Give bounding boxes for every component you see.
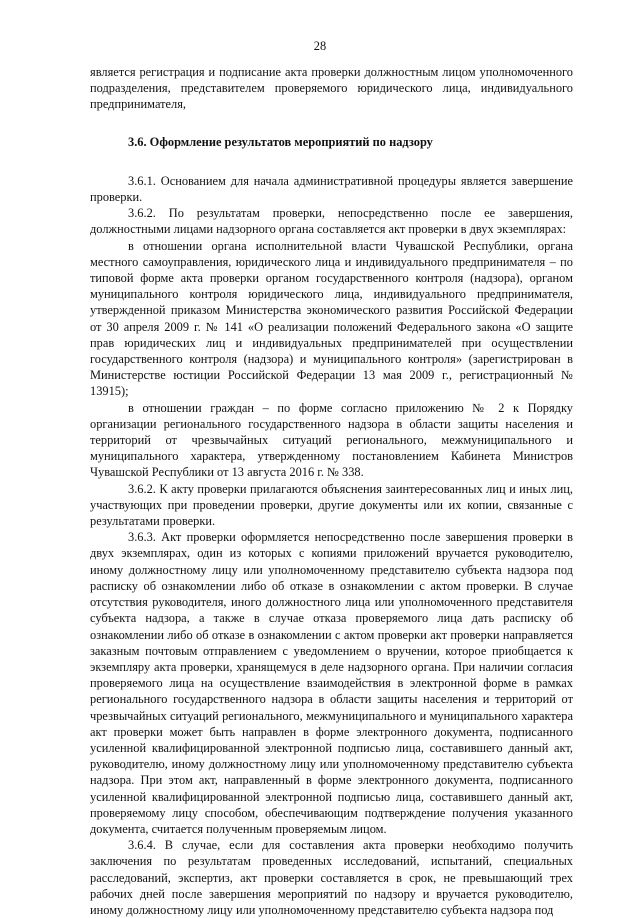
paragraph-continuation: является регистрация и подписание акта проверки должностным лицом уполномоченного подразделения, представителем проверяемого юридического лица, индивидуального предпринимателя, (90, 65, 573, 112)
paragraph-3-6-3: 3.6.3. Акт проверки оформляется непосредственно после завершения проверки в двух экземплярах, один из которых с копиями приложений вручается руководителю, иному должностному лицу или уполномоченному представителю субъекта надзора под расписку об ознакомлении либо об отказе в ознакомлении с актом проверки. В случае отсутствия руководителя, иного должностного лица или уполномоченного представителя субъекта надзора, а также в случае отказа проверяемого лица дать расписку об ознакомлении либо об отказе в ознакомлении с актом проверки акт проверки направляется заказным почтовым отправлением с уведомлением о вручении, которое приобщается к экземпляру акта проверки, хранящемуся в деле надзорного органа. При наличии согласия проверяемого лица на осуществление взаимодействия в электронной форме в рамках регионального государственного надзора в области защиты населения и территорий от чрезвычайных ситуаций регионального, межмуниципального и муниципального характера акт проверки может быть направлен в форме электронного документа, подписанного усиленной квалифицированной электронной подписью лица, составившего данный акт, руководителю, иному должностному лицу или уполномоченному представителю субъекта надзора. При этом акт, направленный в форме электронного документа, подписанного усиленной квалифицированной электронной подписью лица, составившего данный акт, проверяемому лицу способом, обеспечивающим подтверждение получения указанного документа, считается полученным проверяемым лицом. (90, 530, 573, 836)
paragraph-3-6-2: 3.6.2. По результатам проверки, непосредственно после ее завершения, должностными лицами надзорного органа составляется акт проверки в двух экземплярах: (90, 206, 573, 237)
paragraph-3-6-2-attachments: 3.6.2. К акту проверки прилагаются объяснения заинтересованных лиц и иных лиц, участвующих при проведении проверки, другие документы или их копии, связанные с результатами проверки. (90, 481, 573, 529)
paragraph-3-6-4: 3.6.4. В случае, если для составления акта проверки необходимо получить заключения по результатам проведенных исследований, испытаний, специальных расследований, экспертиз, акт проверки составляется в срок, не превышающий трех рабочих дней после завершения мероприятий по надзору и вручается руководителю, иному должностному лицу или уполномоченному представителю субъекта надзора под (90, 838, 573, 917)
paragraph-organizations: в отношении органа исполнительной власти Чувашской Республики, органа местного самоуправления, юридического лица и индивидуального предпринимателя – по типовой форме акта проверки органом государственного контроля (надзора), органом муниципального контроля юридического лица, индивидуального предпринимателя, утвержденной приказом Министерства экономического развития Российской Федерации от 30 апреля 2009 г. № 141 «О реализации положений Федерального закона «О защите прав юридических лиц и индивидуальных предпринимателей при осуществлении государственного контроля (надзора) и муниципального контроля» (зарегистрирован в Министерстве юстиции Российской Федерации 13 мая 2009 г., регистрационный № 13915); (90, 238, 573, 399)
page-number: 28 (313, 39, 327, 53)
paragraph-3-6-1: 3.6.1. Основанием для начала административной процедуры является завершение проверки. (90, 173, 573, 205)
document-body (90, 64, 573, 918)
paragraph-citizens: в отношении граждан – по форме согласно приложению № 2 к Порядку организации регионального государственного надзора в области защиты населения и территорий от чрезвычайных ситуаций регионального, межмуниципального и муниципального характера, утвержденному постановлением Кабинета Министров Чувашской Республики от 13 августа 2016 г. № 338. (90, 400, 573, 480)
section-heading: 3.6. Оформление результатов мероприятий по надзору (128, 134, 433, 149)
